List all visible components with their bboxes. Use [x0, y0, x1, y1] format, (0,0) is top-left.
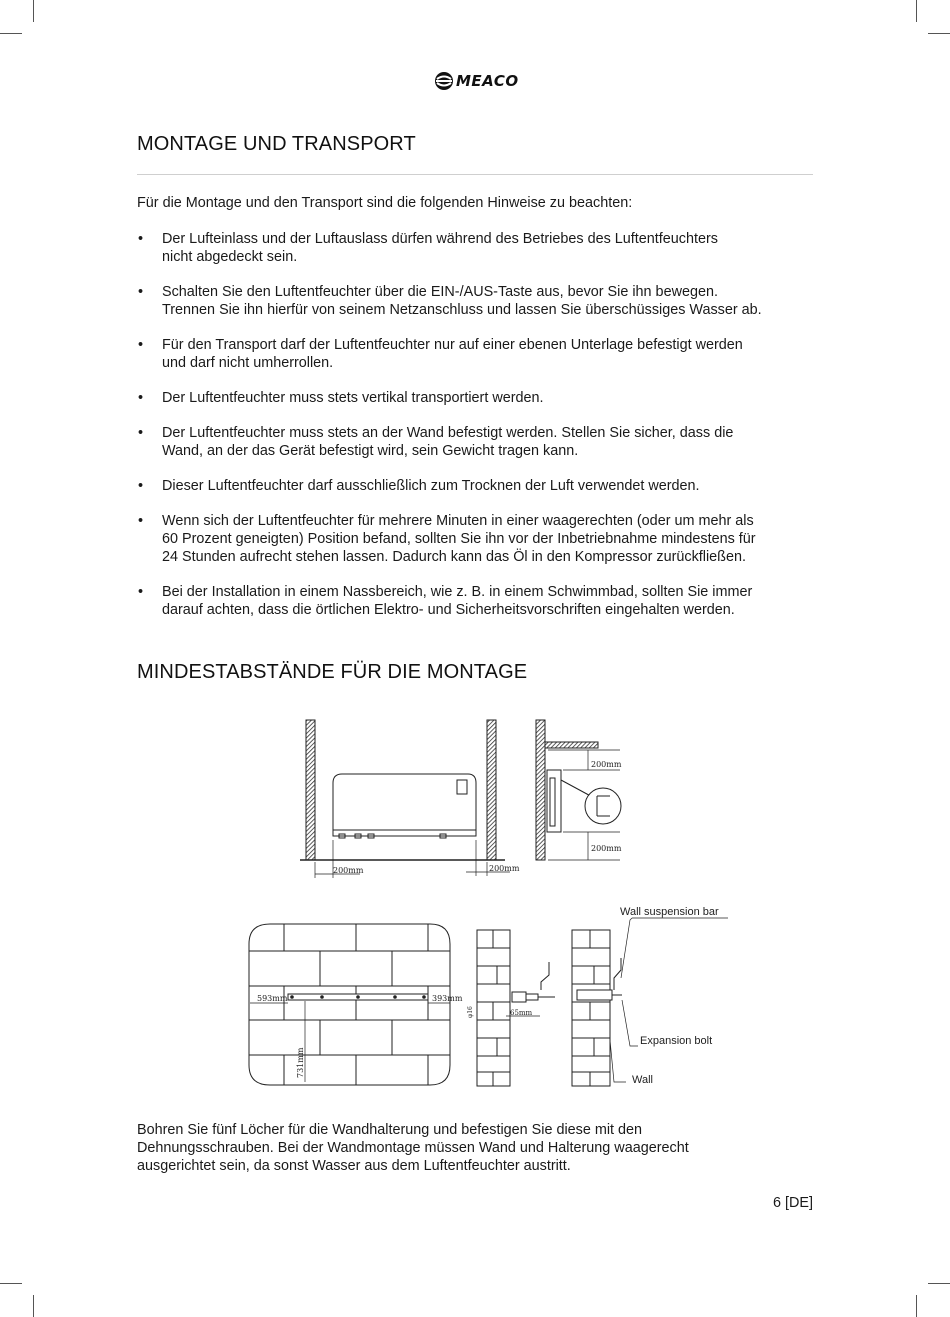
intro-text: Für die Montage und den Transport sind die folgenden Hinweise zu beachten:	[137, 195, 633, 211]
list-item	[137, 477, 827, 495]
meaco-swirl-icon	[434, 71, 454, 91]
wall-label: Wall	[632, 1074, 653, 1086]
crop-mark	[928, 1283, 950, 1284]
expansion-bolt-label: Expansion bolt	[640, 1035, 713, 1047]
crop-mark	[33, 0, 34, 22]
list-item	[137, 230, 827, 266]
list-item-line: Wenn sich der Luftentfeuchter für mehrere Minuten in einer waagerechten (oder um mehr als	[162, 513, 754, 529]
bullet-marker: •	[138, 584, 144, 600]
list-item-line: Schalten Sie den Luftentfeuchter über die EIN-/AUS-Taste aus, bevor Sie ihn bewegen.	[162, 284, 718, 300]
list-item-line: Bei der Installation in einem Nassbereich, wie z. B. in einem Schwimmbad, sollten Sie immer	[162, 584, 753, 600]
list-item-line: Für den Transport darf der Luftentfeuchter nur auf einer ebenen Unterlage befestigt werden	[162, 337, 743, 353]
list-item-line: Der Luftentfeuchter muss stets an der Wand befestigt werden. Stellen Sie sicher, dass die	[162, 425, 734, 441]
bullet-marker: •	[138, 513, 144, 529]
mounting-instructions	[137, 1121, 827, 1175]
hole-right-label: 393mm	[432, 994, 463, 1003]
list-item-line: nicht abgedeckt sein.	[162, 249, 298, 265]
crop-mark	[916, 0, 917, 22]
top-gap-label: 200mm	[591, 760, 622, 769]
side-clearance-view	[536, 720, 621, 860]
bullet-marker: •	[138, 284, 144, 300]
bottom-gap-label: 200mm	[591, 844, 622, 853]
list-item	[137, 512, 827, 566]
list-item-line: und darf nicht umherrollen.	[162, 355, 334, 371]
hole-left-label: 593mm	[257, 994, 288, 1003]
bullet-marker: •	[138, 337, 144, 353]
depth-label: 65mm	[510, 1009, 533, 1017]
bullet-marker: •	[138, 425, 144, 441]
list-item	[137, 424, 827, 460]
brand-logo	[434, 70, 519, 92]
crop-mark	[0, 1283, 22, 1284]
bullet-marker: •	[138, 478, 144, 494]
list-item	[137, 583, 827, 619]
list-item	[137, 283, 827, 319]
list-item-line: Der Lufteinlass und der Luftauslass dürfen während des Betriebes des Luftentfeuchters	[162, 231, 718, 247]
list-item-line: Wand, an der das Gerät befestigt wird, sein Gewicht tragen kann.	[162, 443, 579, 459]
wall-suspension-bar-label: Wall suspension bar	[620, 906, 719, 918]
title-divider	[137, 174, 813, 175]
right-gap-label: 200mm	[489, 864, 520, 873]
crop-mark	[916, 1295, 917, 1317]
wall-section-view	[477, 930, 555, 1086]
instruction-list	[137, 230, 827, 619]
list-item	[137, 336, 827, 372]
bullet-marker: •	[138, 390, 144, 406]
diameter-label: φ16	[467, 1006, 474, 1018]
list-item-line: Trennen Sie ihn hierfür von seinem Netzanschluss und lassen Sie überschüssiges Wasser ab.	[162, 302, 762, 318]
instruction-line: Bohren Sie fünf Löcher für die Wandhalterung und befestigen Sie diese mit den	[137, 1122, 643, 1138]
section-title-abstaende: MINDESTABSTÄNDE FÜR DIE MONTAGE	[137, 661, 528, 683]
list-item-line: Der Luftentfeuchter muss stets vertikal transportiert werden.	[162, 390, 544, 406]
list-item	[137, 389, 827, 407]
page-number: 6 [DE]	[773, 1195, 813, 1211]
instruction-line: ausgerichtet sein, da sonst Wasser aus dem Luftentfeuchter austritt.	[137, 1158, 571, 1174]
list-item-line: 24 Stunden aufrecht stehen lassen. Dadurch kann das Öl in den Kompressor zurückfließen.	[162, 549, 746, 565]
crop-mark	[33, 1295, 34, 1317]
wall-bracket-front-view	[249, 924, 450, 1085]
bullet-marker: •	[138, 231, 144, 247]
wall-mounted-bracket-view	[572, 918, 728, 1086]
left-gap-label: 200mm	[333, 866, 364, 875]
height-label: 731mm	[296, 1047, 305, 1078]
brand-name: MEACO	[456, 72, 519, 90]
list-item-line: Dieser Luftentfeuchter darf ausschließlich zum Trocknen der Luft verwendet werden.	[162, 478, 700, 494]
section-title-montage: MONTAGE UND TRANSPORT	[137, 133, 416, 155]
instruction-line: Dehnungsschrauben. Bei der Wandmontage müssen Wand und Halterung waagerecht	[137, 1140, 689, 1156]
crop-mark	[928, 33, 950, 34]
list-item-line: darauf achten, dass die örtlichen Elektro- und Sicherheitsvorschriften eingehalten werden.	[162, 602, 735, 618]
crop-mark	[0, 33, 22, 34]
front-clearance-view	[300, 720, 510, 878]
list-item-line: 60 Prozent geneigten) Position befand, sollten Sie ihn vor der Inbetriebnahme mindestens für	[162, 531, 756, 547]
